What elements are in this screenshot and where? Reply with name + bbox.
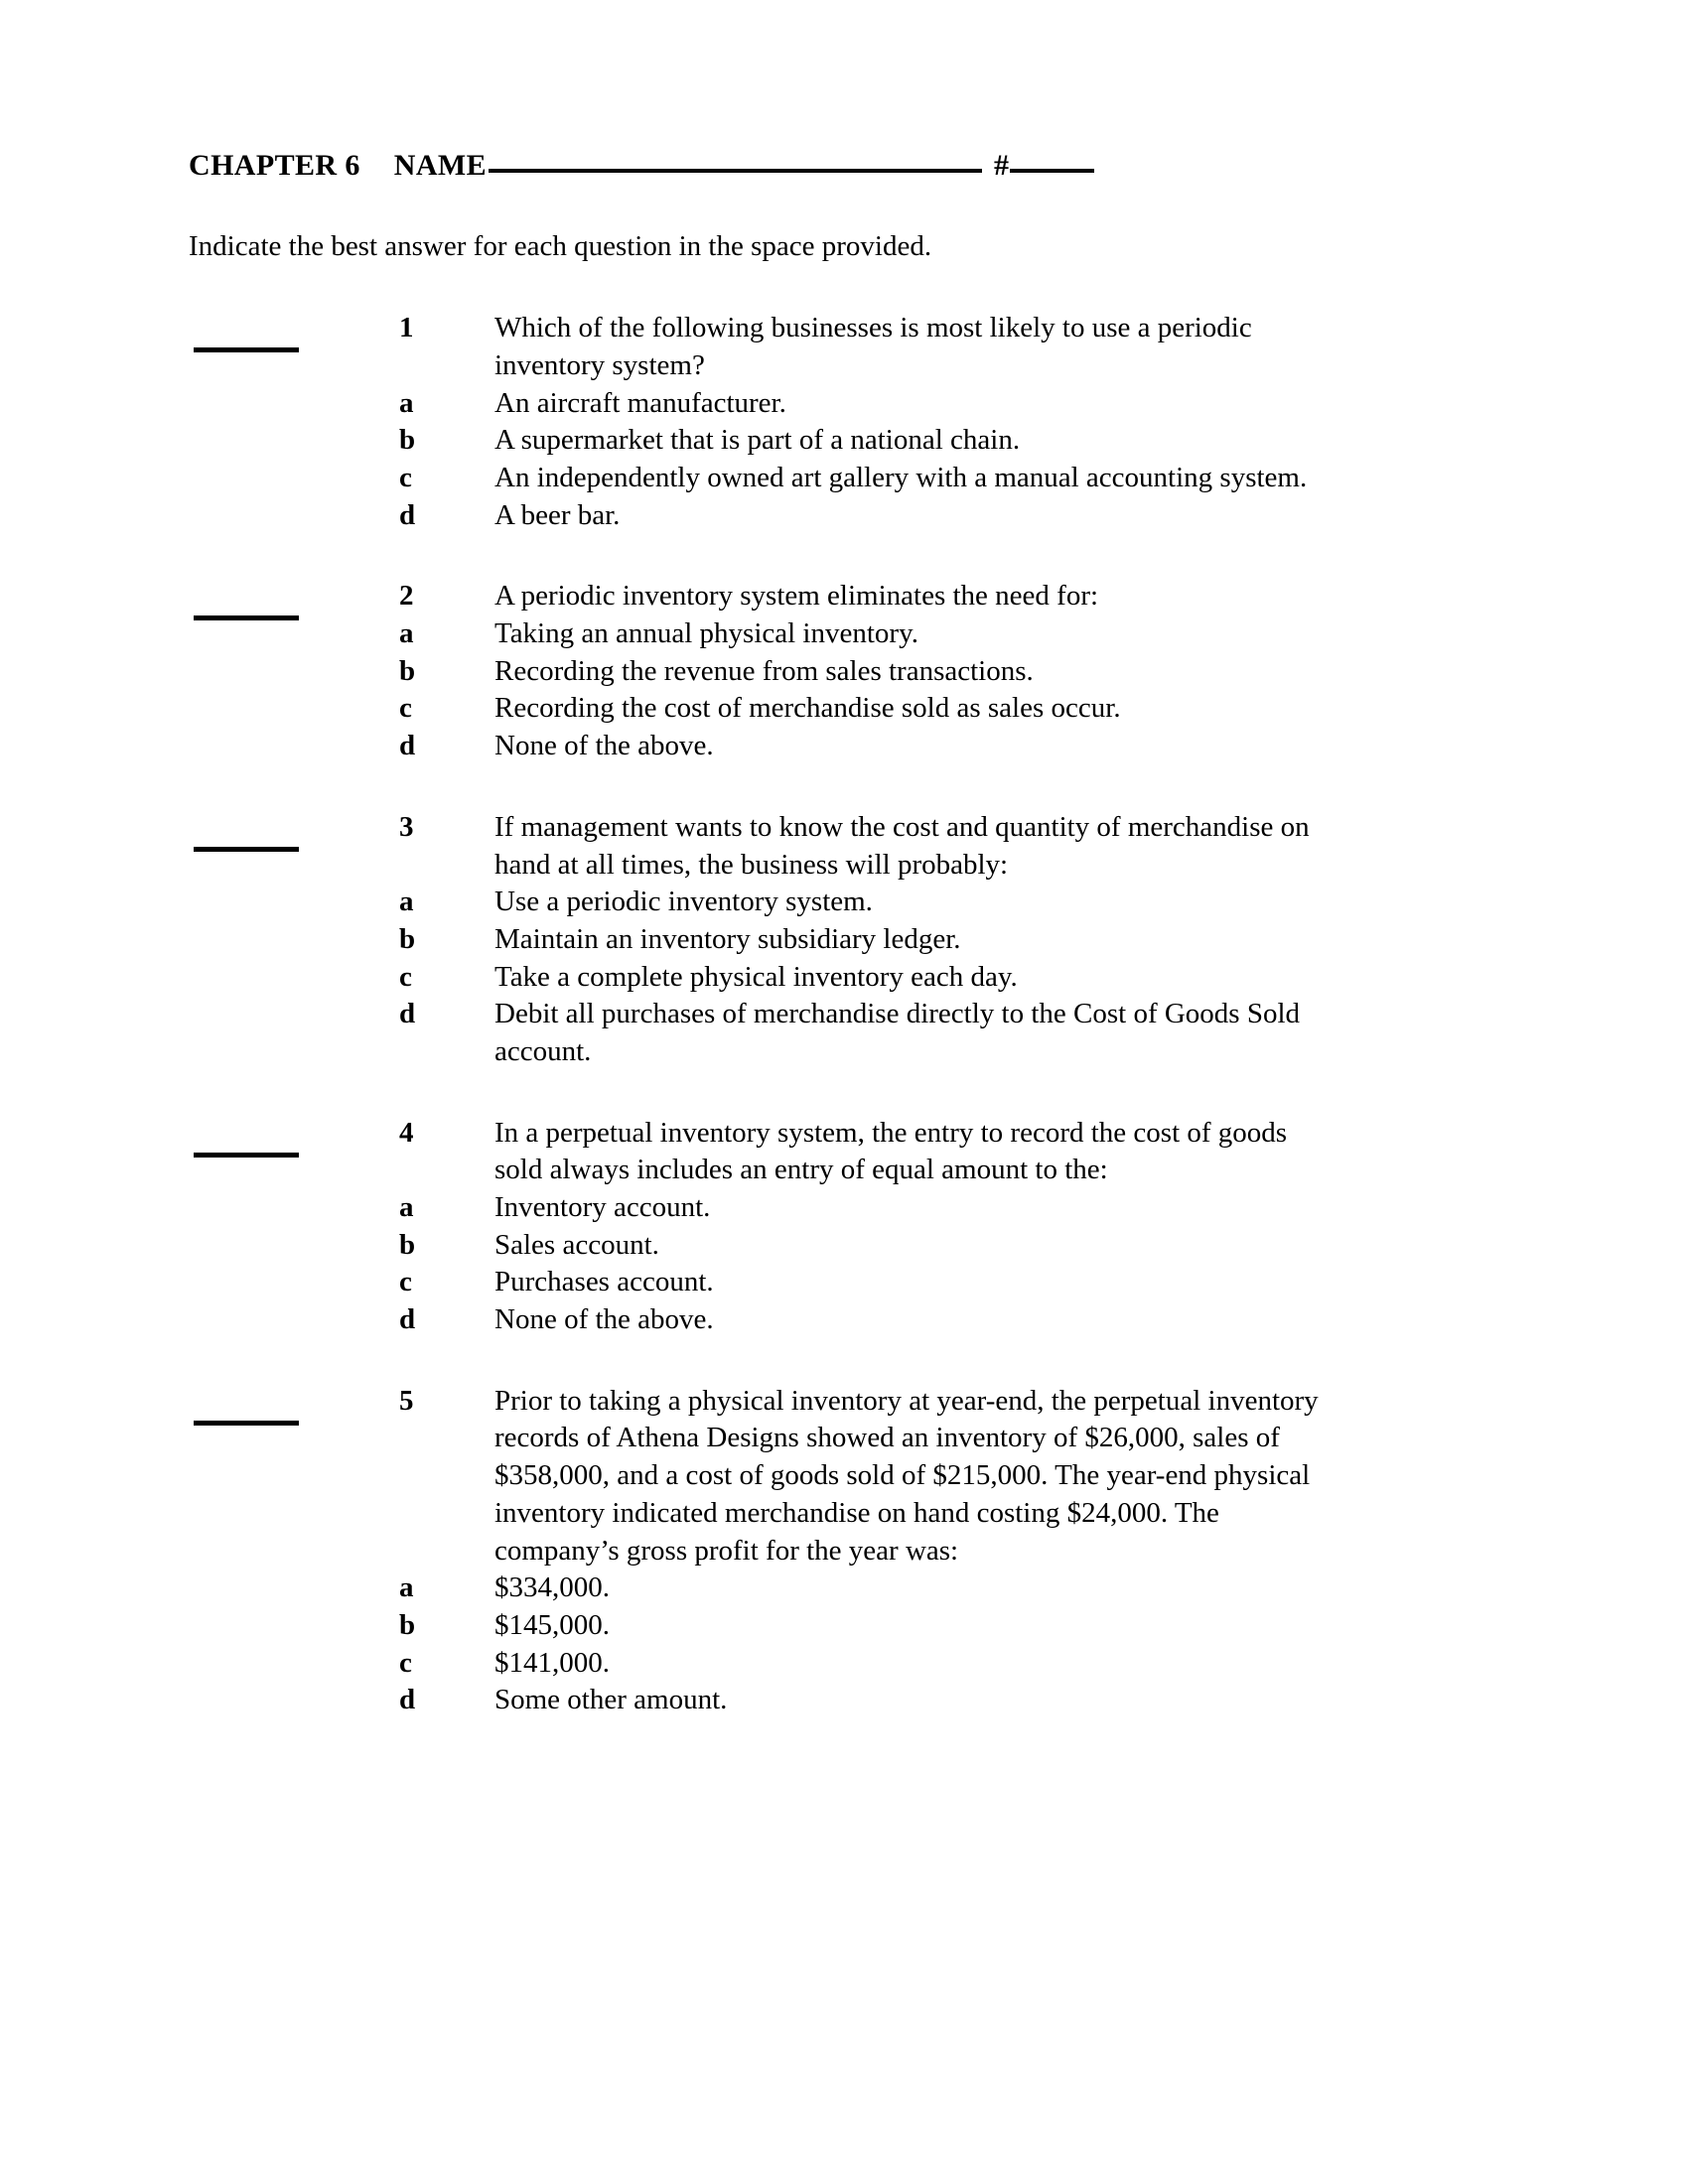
option-text: Debit all purchases of merchandise directly to the Cost of Goods Sold account. [494,998,1301,1067]
number-sign-label: # [994,149,1010,182]
option-row[interactable] [189,921,1380,959]
question-stem-4 [189,1115,1380,1189]
option-letter: b [399,424,416,457]
option-text: $145,000. [494,1608,610,1641]
option-text: Taking an annual physical inventory. [494,617,918,650]
option-row[interactable] [189,728,1380,765]
option-text: $334,000. [494,1571,610,1604]
option-row[interactable] [189,615,1380,653]
page-header [189,149,1380,183]
question-block-1 [189,310,1380,534]
stem-line: Which of the following businesses is most likely to use a periodic [494,312,1252,344]
question-stem-2 [189,578,1380,615]
stem-line: records of Athena Designs showed an inventory of $26,000, sales of [494,1422,1280,1454]
question-stem-1 [189,310,1380,384]
worksheet-body [189,149,1380,1763]
option-row[interactable] [189,1189,1380,1227]
question-number-2: 2 [399,580,414,613]
answer-blank-3[interactable] [194,847,299,852]
question-block-5 [189,1383,1380,1719]
chapter-label: CHAPTER 6 [189,149,360,182]
option-text: Inventory account. [494,1191,711,1223]
question-stem-text-4 [494,1115,1368,1189]
option-letter: a [399,1191,414,1223]
question-number-4: 4 [399,1116,414,1149]
question-stem-5 [189,1383,1380,1570]
option-letter: a [399,1571,414,1604]
option-text: Recording the revenue from sales transactions. [494,654,1034,687]
option-text: An aircraft manufacturer. [494,386,786,419]
option-letter: a [399,617,414,650]
option-text: Maintain an inventory subsidiary ledger. [494,922,961,955]
stem-line: hand at all times, the business will probably: [494,848,1009,881]
option-letter: c [399,1646,412,1679]
question-number-5: 5 [399,1384,414,1417]
option-text: Use a periodic inventory system. [494,886,873,918]
option-row[interactable] [189,996,1380,1070]
option-row[interactable] [189,385,1380,423]
option-row[interactable] [189,653,1380,691]
option-text: None of the above. [494,1303,714,1336]
option-letter: d [399,1684,416,1716]
option-text: An independently owned art gallery with a manual accounting system. [494,462,1308,493]
option-row[interactable] [189,460,1380,497]
stem-line: company’s gross profit for the year was: [494,1534,959,1567]
option-letter: b [399,1228,416,1261]
question-stem-text-2 [494,578,1368,615]
option-letter: b [399,1608,416,1641]
option-row[interactable] [189,497,1380,535]
name-label: NAME [393,149,488,182]
option-row[interactable] [189,1227,1380,1265]
option-row[interactable] [189,1301,1380,1339]
option-letter: c [399,462,412,493]
answer-blank-5[interactable] [194,1421,299,1426]
instruction-text: Indicate the best answer for each question in the space provided. [189,230,932,262]
option-letter: a [399,386,414,419]
answer-blank-1[interactable] [194,347,299,352]
option-letter: d [399,730,416,762]
stem-line: $358,000, and a cost of goods sold of $215,000. The year-end physical [494,1459,1311,1492]
number-blank-line[interactable] [1010,169,1094,173]
option-row[interactable] [189,422,1380,460]
question-stem-text-5 [494,1383,1368,1570]
option-letter: d [399,1303,416,1336]
option-row[interactable] [189,1607,1380,1645]
option-text: Sales account. [494,1228,659,1261]
question-block-2 [189,578,1380,764]
stem-line: inventory system? [494,348,705,381]
option-letter: a [399,886,414,918]
option-letter: c [399,692,412,725]
option-text: Take a complete physical inventory each day. [494,960,1018,993]
question-stem-text-1 [494,310,1368,384]
name-blank-line[interactable] [489,169,982,173]
option-letter: c [399,1266,412,1298]
option-row[interactable] [189,1645,1380,1683]
stem-line: sold always includes an entry of equal amount to the: [494,1154,1108,1186]
answer-blank-4[interactable] [194,1153,299,1158]
option-row[interactable] [189,690,1380,728]
question-block-4 [189,1115,1380,1339]
stem-line: In a perpetual inventory system, the entry to record the cost of goods [494,1116,1288,1149]
option-text: None of the above. [494,730,714,762]
option-letter: d [399,498,416,531]
option-text: Purchases account. [494,1266,714,1298]
question-number-3: 3 [399,810,414,843]
question-number-1: 1 [399,312,414,344]
stem-line: A periodic inventory system eliminates the need for: [494,580,1099,613]
answer-blank-2[interactable] [194,615,299,620]
option-row[interactable] [189,1570,1380,1607]
option-text: Recording the cost of merchandise sold as sales occur. [494,692,1121,725]
option-row[interactable] [189,959,1380,997]
option-text: A beer bar. [494,498,621,531]
stem-line: Prior to taking a physical inventory at year-end, the perpetual inventory [494,1384,1319,1417]
option-text: $141,000. [494,1646,610,1679]
option-text: Some other amount. [494,1684,728,1716]
question-block-3 [189,809,1380,1071]
stem-line: inventory indicated merchandise on hand costing $24,000. The [494,1496,1219,1529]
option-letter: d [399,998,416,1030]
option-letter: b [399,922,416,955]
option-letter: c [399,960,412,993]
option-row[interactable] [189,884,1380,921]
question-stem-3 [189,809,1380,884]
stem-line: If management wants to know the cost and quantity of merchandise on [494,810,1310,843]
option-row[interactable] [189,1264,1380,1301]
option-letter: b [399,654,416,687]
option-text: A supermarket that is part of a national chain. [494,424,1021,457]
option-row[interactable] [189,1682,1380,1719]
question-stem-text-3 [494,809,1368,884]
